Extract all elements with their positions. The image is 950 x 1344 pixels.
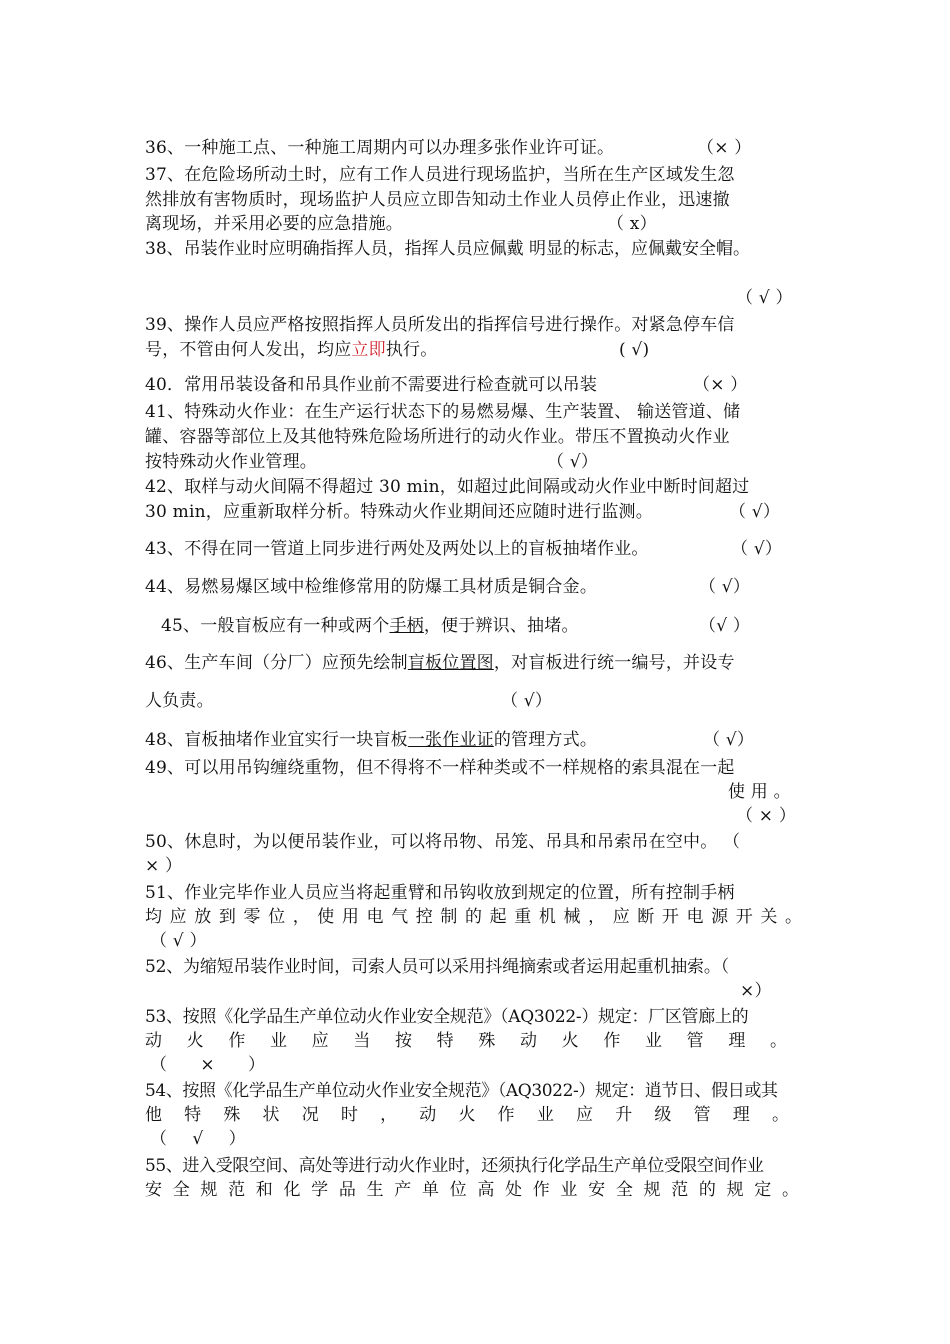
question-48-text-end: 的管理方式。 bbox=[493, 730, 598, 750]
question-48 bbox=[145, 728, 755, 752]
question-48-underlined: 一张作业证 bbox=[407, 730, 494, 750]
question-46-line2-text: 人负责。 bbox=[145, 691, 214, 711]
question-43 bbox=[145, 537, 783, 561]
question-49-line1: 49、可以用吊钩缠绕重物，但不得将不一样种类或不一样规格的索具混在一起 bbox=[145, 758, 735, 778]
question-36-text: 36、一种施工点、一种施工周期内可以办理多张作业许可证。 bbox=[145, 138, 615, 158]
question-45-text-end: ，便于辨识、抽堵。 bbox=[423, 616, 579, 636]
question-40 bbox=[145, 373, 748, 397]
question-52-line1: 52、为缩短吊装作业时间，司索人员可以采用抖绳摘索或者运用起重机抽索。（ bbox=[145, 957, 729, 977]
question-45 bbox=[161, 614, 751, 638]
answer-mark-54: （ √ ） bbox=[150, 1129, 256, 1149]
question-55-line1: 55、进入受限空间、高处等进行动火作业时，还须执行化学品生产单位受限空间作业 bbox=[145, 1156, 764, 1176]
question-37-line3-text: 离现场，并采用必要的应急措施。 bbox=[145, 214, 403, 234]
answer-mark-46: （ √） bbox=[501, 691, 553, 711]
question-41-line3 bbox=[145, 450, 599, 474]
question-51-line1: 51、作业完毕作业人员应当将起重臂和吊钩收放到规定的位置，所有控制手柄 bbox=[145, 883, 735, 903]
question-44-text: 44、易燃易爆区域中检维修常用的防爆工具材质是铜合金。 bbox=[145, 577, 598, 597]
answer-mark-45: （√ ） bbox=[699, 616, 751, 636]
question-39-line2-text: 号，不管由何人发出，均应 bbox=[145, 340, 352, 360]
question-39-line1: 39、操作人员应严格按照指挥人员所发出的指挥信号进行操作。对紧急停车信 bbox=[145, 315, 735, 335]
answer-mark-37: （ x） bbox=[607, 214, 657, 234]
question-53-line1: 53、按照《化学品生产单位动火作业安全规范》（AQ3022-）规定：厂区管廊上的 bbox=[145, 1007, 749, 1027]
question-45-text: 45、一般盲板应有一种或两个 bbox=[161, 616, 390, 636]
answer-mark-36: （× ） bbox=[697, 138, 752, 158]
answer-mark-38: （ √ ） bbox=[736, 288, 793, 308]
answer-mark-40: （× ） bbox=[693, 375, 748, 395]
question-41-line2: 罐、容器等部位上及其他特殊危险场所进行的动火作业。带压不置换动火作业 bbox=[145, 427, 730, 447]
question-49-line2: 使 用 。 bbox=[728, 782, 791, 802]
answer-mark-53: （ × ） bbox=[150, 1055, 280, 1075]
question-45-underlined: 手柄 bbox=[389, 616, 424, 636]
answer-mark-44: （ √） bbox=[699, 577, 751, 597]
question-37-line1: 37、在危险场所动土时，应有工作人员进行现场监护，当所在生产区域发生忽 bbox=[145, 165, 735, 185]
question-43-text: 43、不得在同一管道上同步进行两处及两处以上的盲板抽堵作业。 bbox=[145, 539, 649, 559]
question-41-line1: 41、特殊动火作业：在生产运行状态下的易燃易爆、生产装置、 输送管道、储 bbox=[145, 402, 741, 422]
question-42-line1: 42、取样与动火间隔不得超过 30 min，如超过此间隔或动火作业中断时间超过 bbox=[145, 477, 750, 497]
answer-mark-51: （ √ ） bbox=[150, 931, 207, 951]
question-54-line2: 他特殊状况时，动火作业应升级管理。 bbox=[145, 1105, 805, 1125]
question-55-line2: 安全规范和化学品生产单位高处作业安全规范的规定。 bbox=[145, 1180, 805, 1200]
question-44 bbox=[145, 575, 751, 599]
question-39-line2-end: 执行。 bbox=[385, 340, 438, 360]
question-50-line1: 50、休息时，为以便吊装作业，可以将吊物、吊笼、吊具和吊索吊在空中。 （ bbox=[145, 832, 741, 852]
question-41-line3-text: 按特殊动火作业管理。 bbox=[145, 452, 317, 472]
question-51-line2: 均应放到零位，使用电气控制的起重机械，应断开电源开关。 bbox=[145, 907, 805, 927]
question-50-line2: × ） bbox=[145, 856, 183, 876]
question-36 bbox=[145, 136, 752, 160]
answer-mark-49: （ × ） bbox=[736, 806, 797, 826]
question-46-text-end: ，对盲板进行统一编号，并设专 bbox=[493, 653, 735, 673]
question-40-text: 40．常用吊装设备和吊具作业前不需要进行检查就可以吊装 bbox=[145, 375, 598, 395]
answer-mark-43: （ √） bbox=[731, 539, 783, 559]
question-53-line2: 动火作业应当按特殊动火作业管理。 bbox=[145, 1031, 805, 1051]
answer-mark-48: （ √） bbox=[703, 730, 755, 750]
question-48-text: 48、盲板抽堵作业宜实行一块盲板 bbox=[145, 730, 408, 750]
question-39-highlight: 立即 bbox=[351, 340, 386, 360]
question-42-line2 bbox=[145, 500, 781, 524]
question-46-line2 bbox=[145, 689, 553, 713]
question-38-line1: 38、吊装作业时应明确指挥人员，指挥人员应佩戴 明显的标志，应佩戴安全帽。 bbox=[145, 239, 751, 259]
question-42-line2-text: 30 min，应重新取样分析。特殊动火作业期间还应随时进行监测。 bbox=[145, 502, 653, 522]
question-39-line2 bbox=[145, 338, 650, 362]
question-46-underlined: 盲板位置图 bbox=[407, 653, 494, 673]
question-46-text: 46、生产车间（分厂）应预先绘制 bbox=[145, 653, 408, 673]
answer-mark-42: （ √） bbox=[729, 502, 781, 522]
question-37-line2: 然排放有害物质时，现场监护人员应立即告知动土作业人员停止作业，迅速撤 bbox=[145, 190, 730, 210]
answer-mark-39: ( √) bbox=[619, 340, 650, 360]
question-54-line1: 54、按照《化学品生产单位动火作业安全规范》（AQ3022-）规定：逍节日、假日或其 bbox=[145, 1081, 778, 1101]
question-46-line1 bbox=[145, 651, 735, 675]
answer-mark-41: （ √） bbox=[547, 452, 599, 472]
question-52-line2: ×） bbox=[740, 981, 772, 1001]
question-37-line3 bbox=[145, 212, 657, 236]
